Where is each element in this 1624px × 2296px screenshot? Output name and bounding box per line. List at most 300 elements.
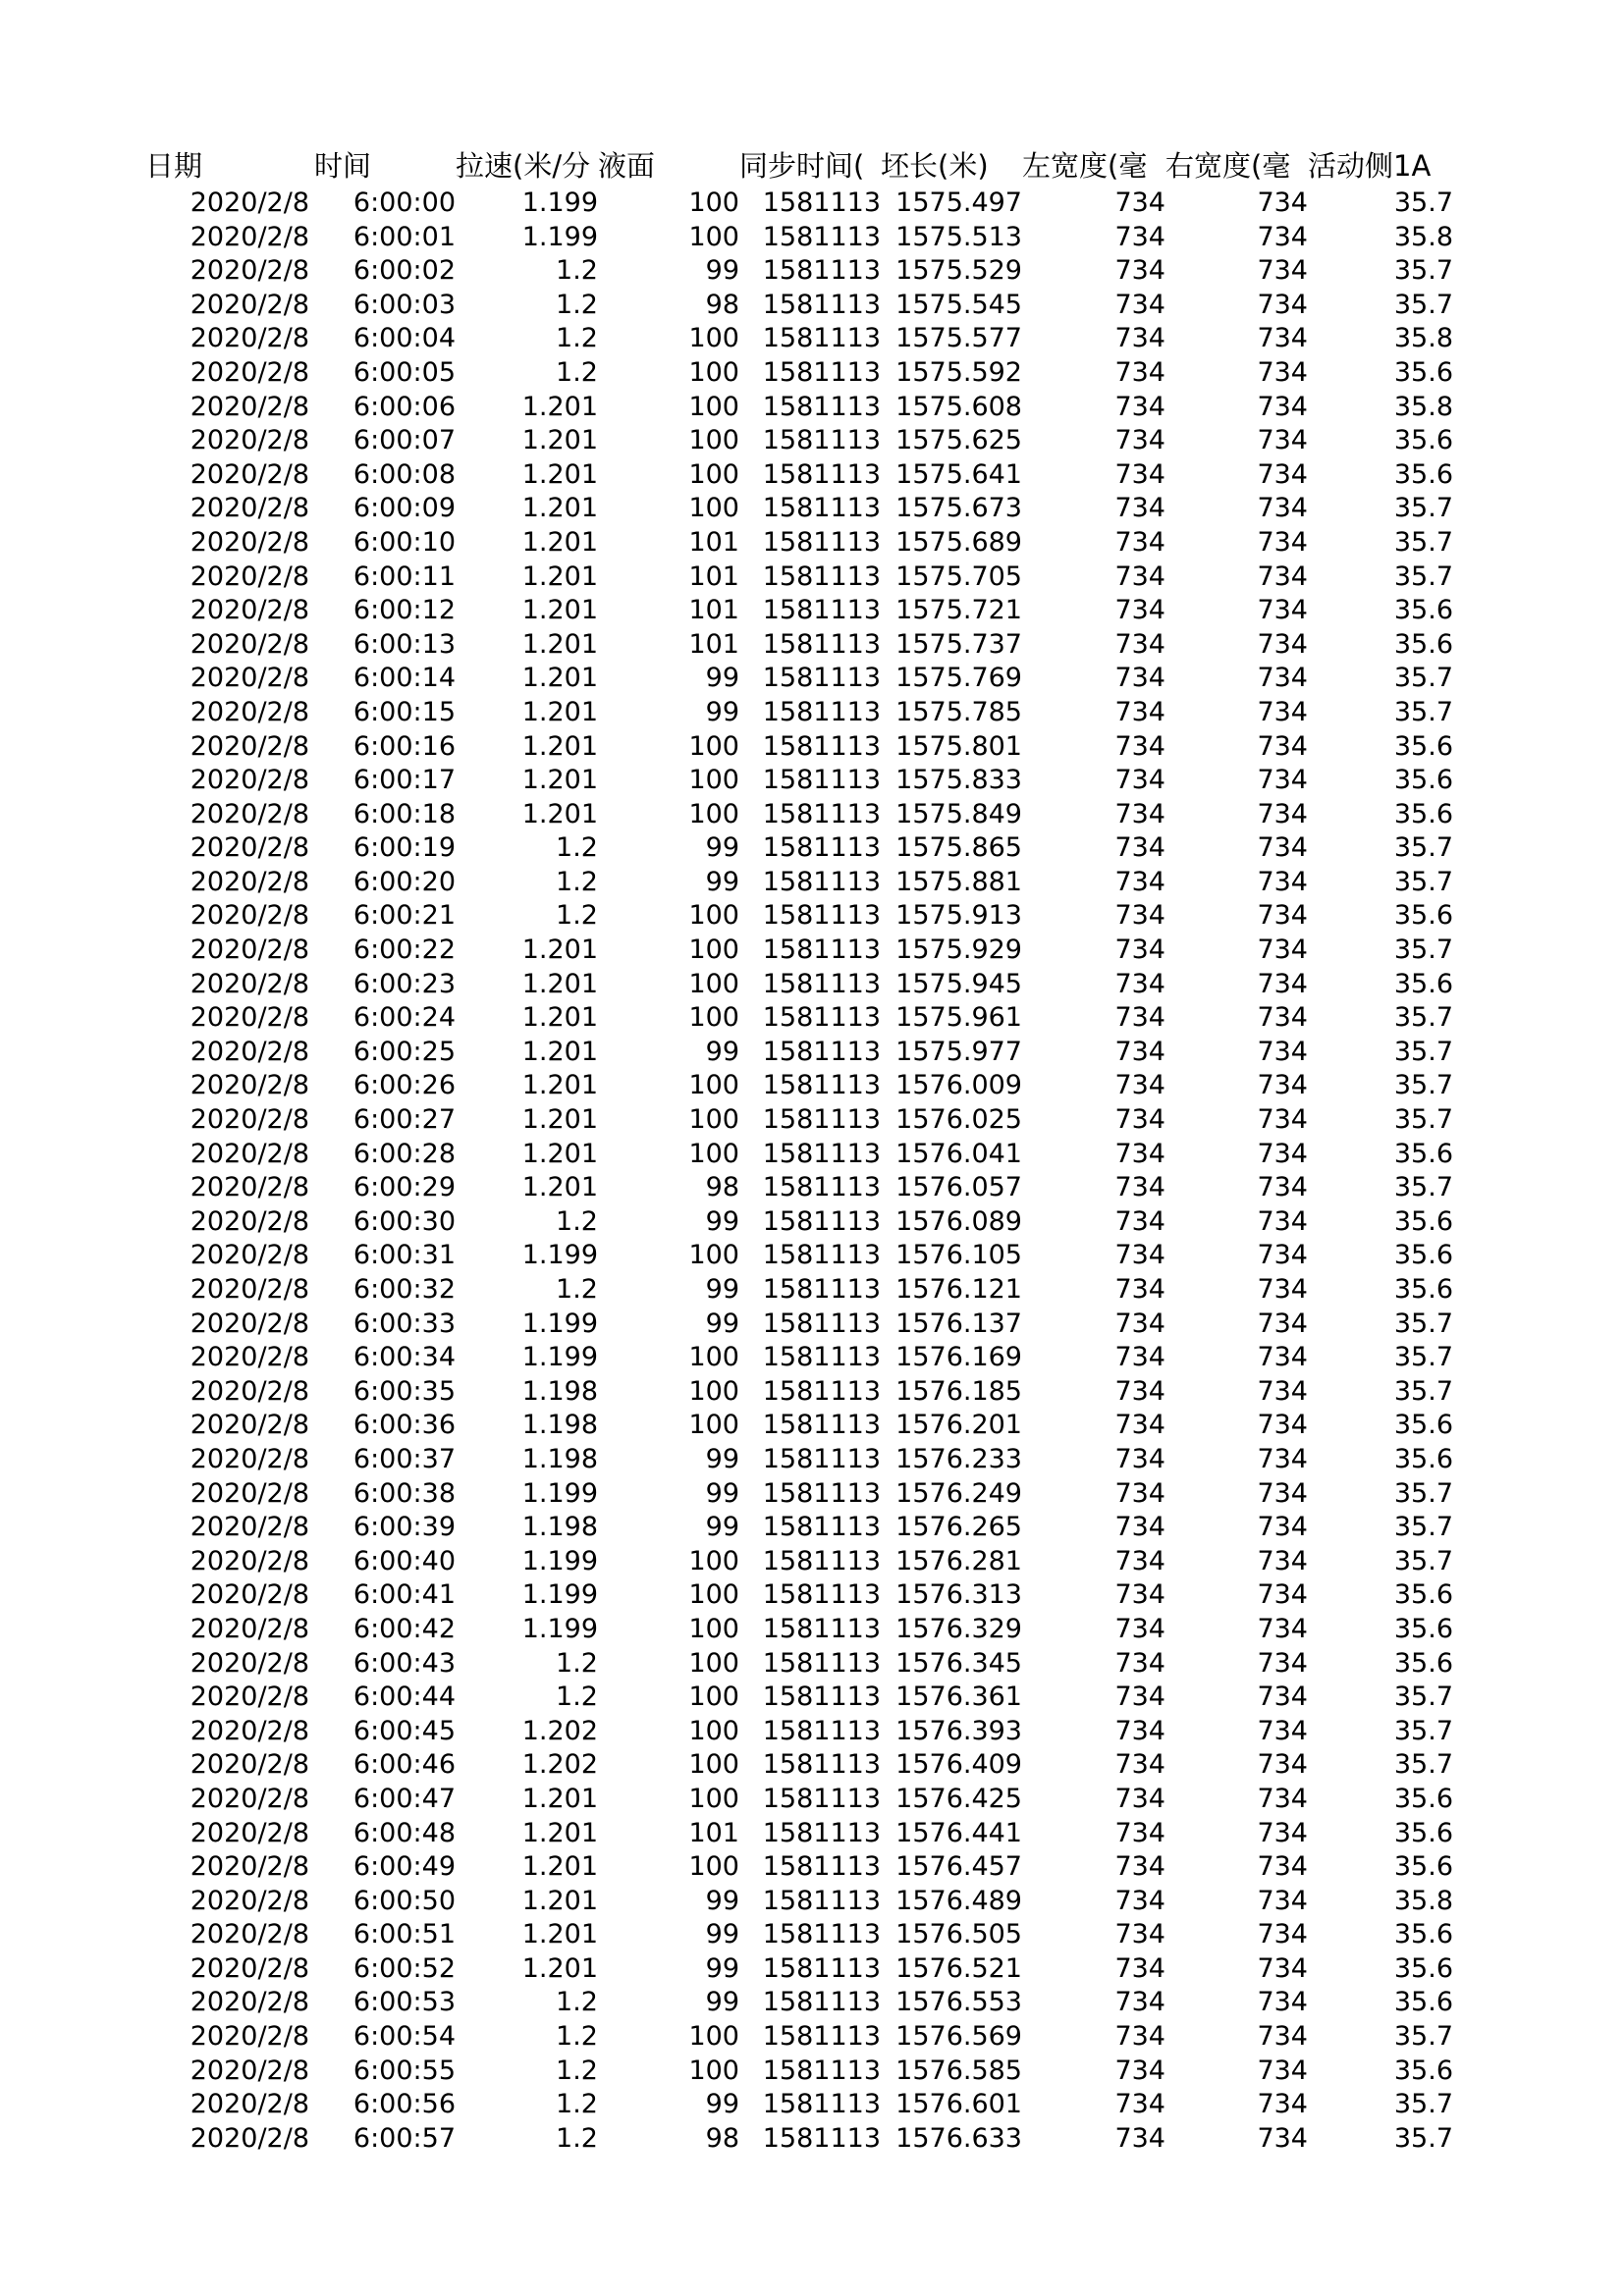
table-cell: 1576.329 [895,1613,1022,1644]
table-cell: 1.201 [521,526,598,558]
table-cell: 734 [1114,2055,1165,2086]
table-cell: 6:00:12 [352,595,456,626]
table-cell: 35.7 [1393,1375,1453,1407]
table-cell: 1.201 [521,561,598,592]
table-cell: 734 [1114,968,1165,999]
table-cell: 1581113 [762,1545,881,1576]
table-cell: 1581113 [762,595,881,626]
table-cell: 2020/2/8 [189,1545,309,1576]
table-row [145,356,1453,391]
table-cell: 1.201 [521,1851,598,1883]
table-cell: 1581113 [762,1647,881,1679]
table-row [145,1138,1453,1172]
table-cell: 100 [688,493,739,524]
table-cell: 734 [1257,1375,1308,1407]
table-row [145,187,1453,221]
table-cell: 35.8 [1393,1885,1453,1916]
table-cell: 1575.673 [895,493,1022,524]
table-cell: 734 [1257,1308,1308,1339]
table-row [145,662,1453,696]
table-cell: 100 [688,934,739,966]
table-cell: 35.6 [1393,1647,1453,1679]
table-cell: 35.8 [1393,391,1453,422]
table-cell: 734 [1114,1512,1165,1543]
table-row [145,1613,1453,1647]
table-cell: 1.201 [521,765,598,796]
table-cell: 1.201 [521,1885,598,1916]
table-cell: 734 [1114,187,1165,218]
table-cell: 1581113 [762,187,881,218]
table-cell: 1576.233 [895,1443,1022,1474]
table-cell: 6:00:11 [352,561,456,592]
table-cell: 2020/2/8 [189,2089,309,2120]
table-cell: 6:00:39 [352,1512,456,1543]
table-cell: 6:00:44 [352,1682,456,1713]
table-cell: 734 [1257,1851,1308,1883]
table-cell: 100 [688,1410,739,1441]
table-cell: 100 [688,1240,739,1271]
table-cell: 1576.489 [895,1885,1022,1916]
table-row [145,1443,1453,1477]
table-cell: 100 [688,968,739,999]
table-cell: 99 [705,663,739,694]
table-cell: 1581113 [762,1477,881,1509]
table-row [145,2055,1453,2089]
table-cell: 1581113 [762,1783,881,1814]
table-cell: 734 [1257,1919,1308,1950]
table-cell: 99 [705,832,739,864]
table-cell: 1581113 [762,1138,881,1169]
table-cell: 2020/2/8 [189,1104,309,1136]
table-cell: 2020/2/8 [189,1138,309,1169]
table-cell: 101 [688,595,739,626]
table-cell: 6:00:28 [352,1138,456,1169]
table-cell: 99 [705,866,739,897]
table-cell: 6:00:46 [352,1749,456,1781]
table-cell: 734 [1114,1172,1165,1203]
column-header: 左宽度(毫 [1022,149,1148,183]
table-cell: 100 [688,1002,739,1034]
table-cell: 35.7 [1393,1070,1453,1101]
table-cell: 1575.608 [895,391,1022,422]
table-cell: 734 [1257,1987,1308,2018]
table-cell: 2020/2/8 [189,2122,309,2154]
table-cell: 1.201 [521,1952,598,1984]
table-cell: 734 [1114,1715,1165,1746]
table-cell: 1576.409 [895,1749,1022,1781]
table-cell: 6:00:37 [352,1443,456,1474]
table-cell: 35.7 [1393,1036,1453,1067]
table-cell: 1581113 [762,1613,881,1644]
table-cell: 35.6 [1393,1274,1453,1305]
table-cell: 1575.641 [895,458,1022,490]
table-cell: 1.201 [521,1070,598,1101]
table-cell: 1.2 [556,1682,598,1713]
table-row [145,1748,1453,1783]
table-cell: 100 [688,1138,739,1169]
table-cell: 1.201 [521,1817,598,1848]
table-cell: 734 [1257,1172,1308,1203]
table-cell: 6:00:27 [352,1104,456,1136]
table-cell: 6:00:10 [352,526,456,558]
table-cell: 35.7 [1393,493,1453,524]
table-cell: 734 [1114,526,1165,558]
table-cell: 1.198 [521,1410,598,1441]
table-cell: 6:00:49 [352,1851,456,1883]
table-cell: 734 [1257,1138,1308,1169]
table-cell: 2020/2/8 [189,696,309,727]
table-cell: 100 [688,1070,739,1101]
table-cell: 734 [1114,1579,1165,1611]
table-cell: 1581113 [762,1274,881,1305]
table-cell: 35.7 [1393,1308,1453,1339]
table-cell: 101 [688,526,739,558]
table-cell: 734 [1114,561,1165,592]
table-cell: 2020/2/8 [189,1749,309,1781]
table-cell: 2020/2/8 [189,934,309,966]
table-cell: 99 [705,1308,739,1339]
table-cell: 6:00:15 [352,696,456,727]
table-cell: 2020/2/8 [189,458,309,490]
table-cell: 100 [688,2055,739,2086]
table-cell: 2020/2/8 [189,1682,309,1713]
table-row [145,322,1453,356]
table-cell: 100 [688,798,739,829]
table-cell: 734 [1257,391,1308,422]
table-cell: 734 [1257,2021,1308,2053]
table-row [145,424,1453,458]
table-cell: 2020/2/8 [189,832,309,864]
table-cell: 35.7 [1393,1104,1453,1136]
table-cell: 1581113 [762,1512,881,1543]
table-cell: 2020/2/8 [189,1613,309,1644]
table-cell: 1576.457 [895,1851,1022,1883]
table-row [145,1239,1453,1273]
table-cell: 1575.737 [895,628,1022,660]
table-cell: 6:00:14 [352,663,456,694]
table-cell: 1.2 [556,2055,598,2086]
table-cell: 6:00:02 [352,255,456,287]
table-cell: 6:00:05 [352,356,456,388]
table-cell: 734 [1114,765,1165,796]
table-cell: 1.201 [521,968,598,999]
table-cell: 734 [1114,2089,1165,2120]
table-row [145,696,1453,730]
table-cell: 734 [1114,1952,1165,1984]
table-cell: 1581113 [762,391,881,422]
table-cell: 35.7 [1393,663,1453,694]
table-cell: 1.2 [556,356,598,388]
table-cell: 1.199 [521,187,598,218]
table-cell: 734 [1257,425,1308,456]
table-cell: 2020/2/8 [189,391,309,422]
table-cell: 6:00:43 [352,1647,456,1679]
table-cell: 734 [1114,900,1165,932]
table-cell: 35.7 [1393,1172,1453,1203]
table-cell: 2020/2/8 [189,1647,309,1679]
table-cell: 734 [1257,765,1308,796]
table-cell: 734 [1114,356,1165,388]
table-cell: 734 [1257,866,1308,897]
table-cell: 1.202 [521,1749,598,1781]
table-cell: 6:00:40 [352,1545,456,1576]
table-cell: 35.6 [1393,458,1453,490]
table-row [145,1918,1453,1952]
table-cell: 98 [705,1172,739,1203]
table-cell: 1575.529 [895,255,1022,287]
table-row [145,1511,1453,1545]
table-cell: 35.7 [1393,1002,1453,1034]
table-cell: 1581113 [762,1410,881,1441]
table-cell: 734 [1114,1885,1165,1916]
table-cell: 1581113 [762,425,881,456]
table-cell: 6:00:31 [352,1240,456,1271]
column-header: 拉速(米/分 [456,149,591,183]
table-cell: 734 [1114,255,1165,287]
table-cell: 1581113 [762,221,881,252]
table-cell: 1.201 [521,425,598,456]
table-cell: 35.7 [1393,832,1453,864]
table-cell: 6:00:32 [352,1274,456,1305]
table-cell: 1581113 [762,1817,881,1848]
table-cell: 734 [1114,1104,1165,1136]
table-cell: 6:00:48 [352,1817,456,1848]
table-cell: 2020/2/8 [189,1477,309,1509]
table-cell: 1581113 [762,323,881,354]
table-cell: 734 [1257,1070,1308,1101]
table-cell: 6:00:08 [352,458,456,490]
table-cell: 734 [1114,1070,1165,1101]
table-cell: 734 [1114,1919,1165,1950]
table-cell: 35.6 [1393,425,1453,456]
table-cell: 6:00:06 [352,391,456,422]
table-cell: 35.6 [1393,730,1453,762]
column-header: 日期 [145,149,203,183]
table-cell: 2020/2/8 [189,255,309,287]
table-row [145,561,1453,595]
table-cell: 35.7 [1393,526,1453,558]
table-cell: 6:00:07 [352,425,456,456]
table-cell: 734 [1114,323,1165,354]
table-cell: 734 [1114,1443,1165,1474]
table-cell: 6:00:21 [352,900,456,932]
table-cell: 99 [705,1205,739,1237]
table-cell: 1.201 [521,1036,598,1067]
table-cell: 1575.769 [895,663,1022,694]
table-cell: 1.2 [556,1205,598,1237]
table-cell: 734 [1257,663,1308,694]
table-cell: 1576.425 [895,1783,1022,1814]
table-cell: 1581113 [762,356,881,388]
table-cell: 35.6 [1393,1817,1453,1848]
table-row [145,1069,1453,1103]
table-cell: 100 [688,1104,739,1136]
table-cell: 734 [1114,663,1165,694]
table-cell: 734 [1257,1647,1308,1679]
table-cell: 2020/2/8 [189,1240,309,1271]
table-cell: 100 [688,1545,739,1576]
table-cell: 734 [1257,730,1308,762]
table-cell: 1576.569 [895,2021,1022,2053]
table-cell: 734 [1114,1240,1165,1271]
table-cell: 1.201 [521,798,598,829]
table-cell: 98 [705,289,739,320]
table-cell: 35.6 [1393,798,1453,829]
table-cell: 1576.089 [895,1205,1022,1237]
table-cell: 1.198 [521,1512,598,1543]
table-cell: 1.2 [556,2089,598,2120]
table-cell: 2020/2/8 [189,1443,309,1474]
table-cell: 2020/2/8 [189,1817,309,1848]
table-cell: 1581113 [762,900,881,932]
table-cell: 6:00:54 [352,2021,456,2053]
table-cell: 35.7 [1393,866,1453,897]
table-cell: 2020/2/8 [189,1308,309,1339]
table-cell: 1576.585 [895,2055,1022,2086]
table-row [145,1545,1453,1579]
table-cell: 100 [688,1749,739,1781]
table-cell: 734 [1114,1375,1165,1407]
table-cell: 734 [1114,628,1165,660]
table-cell: 1575.881 [895,866,1022,897]
table-cell: 1581113 [762,832,881,864]
table-cell: 6:00:57 [352,2122,456,2154]
table-row [145,526,1453,561]
table-cell: 2020/2/8 [189,1512,309,1543]
table-cell: 734 [1114,1545,1165,1576]
table-cell: 1575.945 [895,968,1022,999]
table-cell: 35.6 [1393,1443,1453,1474]
table-cell: 35.6 [1393,900,1453,932]
table-cell: 1.201 [521,663,598,694]
table-cell: 1.201 [521,1919,598,1950]
table-cell: 734 [1257,832,1308,864]
table-cell: 100 [688,391,739,422]
table-row [145,2122,1453,2157]
table-cell: 1576.601 [895,2089,1022,2120]
table-cell: 2020/2/8 [189,1410,309,1441]
column-header: 同步时间( [739,149,865,183]
table-cell: 1.201 [521,595,598,626]
table-cell: 1.201 [521,730,598,762]
table-row [145,628,1453,663]
table-cell: 6:00:19 [352,832,456,864]
table-cell: 1581113 [762,798,881,829]
table-cell: 1.201 [521,1172,598,1203]
table-row [145,866,1453,900]
table-row [145,594,1453,628]
table-row [145,1205,1453,1240]
table-cell: 1581113 [762,1240,881,1271]
table-cell: 1.2 [556,832,598,864]
table-cell: 734 [1257,187,1308,218]
table-cell: 6:00:33 [352,1308,456,1339]
table-cell: 734 [1257,1545,1308,1576]
table-cell: 1575.833 [895,765,1022,796]
table-cell: 734 [1114,866,1165,897]
table-cell: 734 [1257,255,1308,287]
table-cell: 2020/2/8 [189,1172,309,1203]
table-cell: 1.199 [521,1308,598,1339]
table-cell: 734 [1257,1579,1308,1611]
table-cell: 734 [1257,1715,1308,1746]
table-row [145,1103,1453,1138]
table-cell: 99 [705,696,739,727]
table-cell: 734 [1257,934,1308,966]
table-cell: 100 [688,187,739,218]
table-cell: 35.7 [1393,255,1453,287]
table-row [145,289,1453,323]
table-cell: 1.2 [556,255,598,287]
table-cell: 734 [1257,1240,1308,1271]
table-cell: 35.7 [1393,934,1453,966]
table-cell: 734 [1114,221,1165,252]
table-cell: 1.201 [521,458,598,490]
table-cell: 1.2 [556,1647,598,1679]
table-row [145,2020,1453,2055]
table-cell: 2020/2/8 [189,765,309,796]
table-cell: 2020/2/8 [189,1783,309,1814]
table-cell: 1.199 [521,221,598,252]
table-cell: 2020/2/8 [189,356,309,388]
table-cell: 734 [1114,1749,1165,1781]
table-cell: 2020/2/8 [189,323,309,354]
table-cell: 6:00:17 [352,765,456,796]
table-cell: 734 [1114,1477,1165,1509]
table-cell: 2020/2/8 [189,730,309,762]
table-cell: 1.2 [556,900,598,932]
table-cell: 35.7 [1393,1715,1453,1746]
table-cell: 734 [1257,1036,1308,1067]
table-cell: 1576.393 [895,1715,1022,1746]
table-cell: 35.6 [1393,1919,1453,1950]
table-cell: 35.8 [1393,221,1453,252]
table-cell: 35.6 [1393,1579,1453,1611]
table-row [145,934,1453,968]
header-row [145,145,1453,187]
table-cell: 1576.201 [895,1410,1022,1441]
table-cell: 734 [1257,1682,1308,1713]
table-cell: 2020/2/8 [189,526,309,558]
table-row [145,798,1453,832]
table-cell: 1576.553 [895,1987,1022,2018]
table-cell: 1575.513 [895,221,1022,252]
table-cell: 100 [688,1851,739,1883]
table-cell: 734 [1257,1613,1308,1644]
table-cell: 1.199 [521,1240,598,1271]
table-cell: 734 [1114,1817,1165,1848]
table-cell: 1581113 [762,1851,881,1883]
table-cell: 1581113 [762,866,881,897]
table-cell: 6:00:34 [352,1342,456,1373]
table-cell: 1.201 [521,391,598,422]
table-cell: 1581113 [762,1885,881,1916]
table-cell: 6:00:42 [352,1613,456,1644]
table-cell: 2020/2/8 [189,221,309,252]
table-cell: 1576.057 [895,1172,1022,1203]
table-cell: 35.7 [1393,1749,1453,1781]
table-cell: 99 [705,1512,739,1543]
table-cell: 2020/2/8 [189,866,309,897]
table-cell: 1576.281 [895,1545,1022,1576]
table-cell: 6:00:47 [352,1783,456,1814]
table-cell: 1.199 [521,1342,598,1373]
table-cell: 734 [1114,391,1165,422]
table-cell: 1575.961 [895,1002,1022,1034]
table-cell: 101 [688,628,739,660]
table-cell: 2020/2/8 [189,1919,309,1950]
table-cell: 100 [688,356,739,388]
